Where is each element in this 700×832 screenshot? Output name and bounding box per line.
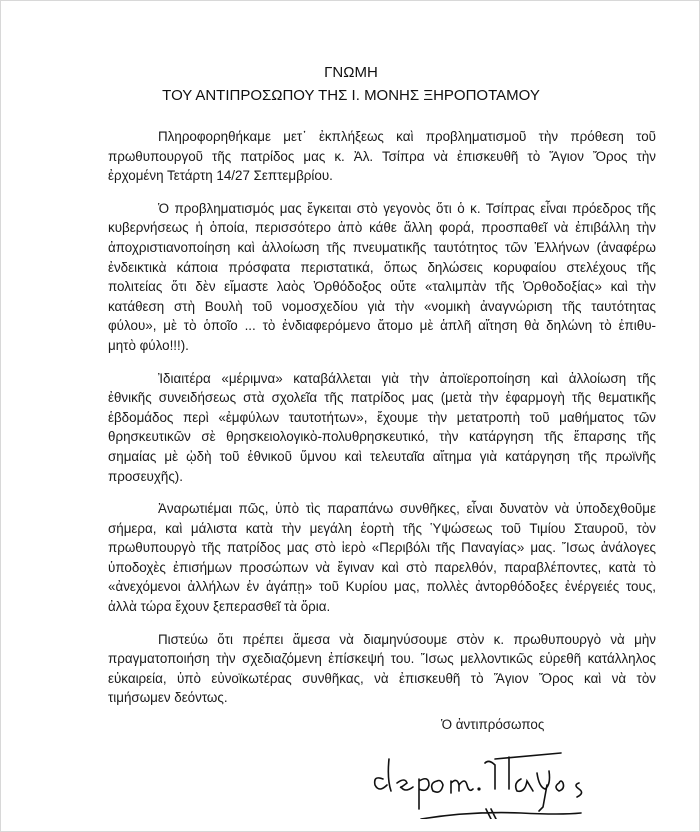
paragraph-line: πολιτείας ὅτι δὲν εἴμαστε λαὸς Ὀρθόδοξος οὔτε «ταλιμπὰν τῆς Ὀρθοδοξίας» καὶ τὴν [108,279,656,295]
document-title: ΓΝΩΜΗ [324,64,378,81]
paragraph-line: Πιστεύω ὅτι πρέπει ἄμεσα νὰ διαμηνύσουμε στὸν κ. πρωθυπουργὸ νὰ μὴν [158,631,656,647]
paragraph-line: πρωθυπουργοῦ τῆς πατρίδος μας κ. Ἀλ. Τσίπρα νὰ ἐπισκευθῆ τὸ Ἅγιον Ὄρος τὴν [108,148,656,164]
paragraph-line: Πληροφορηθήκαμε μετ᾽ ἐκπλήξεως καὶ προβληματισμοῦ τὴν πρόθεση τοῦ [158,129,656,144]
closing-line: Ὁ ἀντιπρόσωπος [441,717,545,732]
paragraph [108,369,656,487]
document-subtitle: ΤΟΥ ΑΝΤΙΠΡΟΣΩΠΟΥ ΤΗΣ Ι. ΜΟΝΗΣ ΞΗΡΟΠΟΤΑΜΟΥ [162,87,540,104]
document-body [108,127,656,721]
paragraph-line: ἀλλὰ τώρα ἔχουν ξεπερασθεῖ τὰ ὅρια. [108,599,331,615]
paragraph-line: ἐθνικῆς συνειδήσεως στὰ σχολεῖα τῆς πατρίδος μας (μετὰ τὴν ἐφαρμογὴ τῆς θεματικῆς [108,390,656,406]
paragraph-line: σήμερα, καὶ μάλιστα κατὰ τὴν μεγάλη ἑορτὴ τῆς Ὑψώσεως τοῦ Τιμίου Σταυροῦ, τὸν [108,520,656,536]
handwritten-signature [371,739,631,819]
paragraph-line: Ἀναρωτιέμαι πῶς, ὑπὸ τὶς παραπάνω συνθῆκες, εἶναι δυνατὸν νὰ ὑποδεχθοῦμε [158,501,656,517]
paragraph-line: ἀποχριστιανοποίηση καὶ ἀλλοίωση τῆς πνευματικῆς ταυτότητος τῶν Ἑλλήνων (ἀναφέρω [108,239,656,255]
paragraph-line: πρωθυπουργὸ τῆς πατρίδος μας στὸ ἱερὸ «Περιβόλι τῆς Παναγίας» μας. Ἴσως ἀνάλογες [108,540,656,556]
paragraph-line: ὑποδοχὲς ἐπισήμων προσώπων νὰ ἔγιναν καὶ στὸ παρελθόν, παραβλέποντες, κατὰ τὸ [108,559,656,575]
paragraph [108,127,656,186]
paragraph-line: Ὁ προβληματισμός μας ἔγκειται στὸ γεγονὸς ὅτι ὁ κ. Τσίπρας εἶναι πρόεδρος τῆς [158,200,656,216]
paragraph-line: φύλου», μὲ τὸ ὁποῖο ... τὸ ἐνδιαφερόμενο ἄτομο μὲ ἁπλῆ αἴτηση θὰ δηλώνη τὸ ἐπιθυ- [108,318,656,334]
paragraph [108,630,656,708]
paragraph-line: «ἀνεχόμενοι ἀλλήλων ἐν ἀγάπῃ» τοῦ Κυρίου μας, πολλὲς ἀντορθόδοξες ἐνέργειές τους, [108,579,656,595]
paragraph-line: ἑβδομάδος περὶ «ἐμφύλων ταυτοτήτων», ἔχουμε τὴν μετατροπὴ τοῦ μαθήματος τῶν [108,409,656,425]
paragraph-line: εὐκαιρεία, ὑπὸ εὐνοϊκωτέρας συνθῆκας, νὰ ἐπισκευθῆ τὸ Ἅγιον Ὄρος καὶ νὰ τὸν [108,670,656,686]
paragraph [108,499,656,617]
paragraph-line: τιμήσωμεν δεόντως. [108,690,228,706]
paragraph-line: ἐρχομένη Τετάρτη 14/27 Σεπτεμβρίου. [108,168,333,184]
paragraph-line: Ἰδιαιτέρα «μέριμνα» καταβάλλεται γιὰ τὴν ἀποϊεροποίηση καὶ ἀλλοίωση τῆς [158,370,656,386]
paragraph-line: πραγματοποιήση τὴν σχεδιαζόμενη ἐπίσκεψή του. Ἴσως μελλοντικῶς εὑρεθῆ κατάλληλος [108,651,656,667]
paragraph-line: κατάθεση στὴ Βουλὴ τοῦ νομοσχεδίου γιὰ τὴν «νομικὴ ἀναγνώριση τῆς ταυτότητας [108,298,656,314]
paragraph [108,199,656,356]
paragraph-line: θρησκευτικῶν σὲ θρησκειολογικὸ-πολυθρησκευτικό, τὴν κατάργηση τῆς ἔπαρσης τῆς [108,429,656,445]
paragraph-line: κυβερνήσεως ἡ ὁποία, περισσότερο ἀπὸ κάθε ἄλλη φορά, προσπαθεῖ νὰ ἐπιβάλλη τὴν [108,220,656,236]
paragraph-line: μητὸ φύλο!!!). [108,337,189,353]
paragraph-line: ἐνδεικτικὰ κάποια πρόσφατα περιστατικά, ὅπως δηλώσεις κορυφαίου στελέχους τῆς [108,259,656,275]
paragraph-line: σημαίας μὲ ᾠδὴ τοῦ ἐθνικοῦ ὕμνου καὶ τελευταῖα αἴτημα γιὰ κατάργηση τῆς πρωϊνῆς [108,448,656,464]
paragraph-line: προσευχῆς). [108,468,183,484]
